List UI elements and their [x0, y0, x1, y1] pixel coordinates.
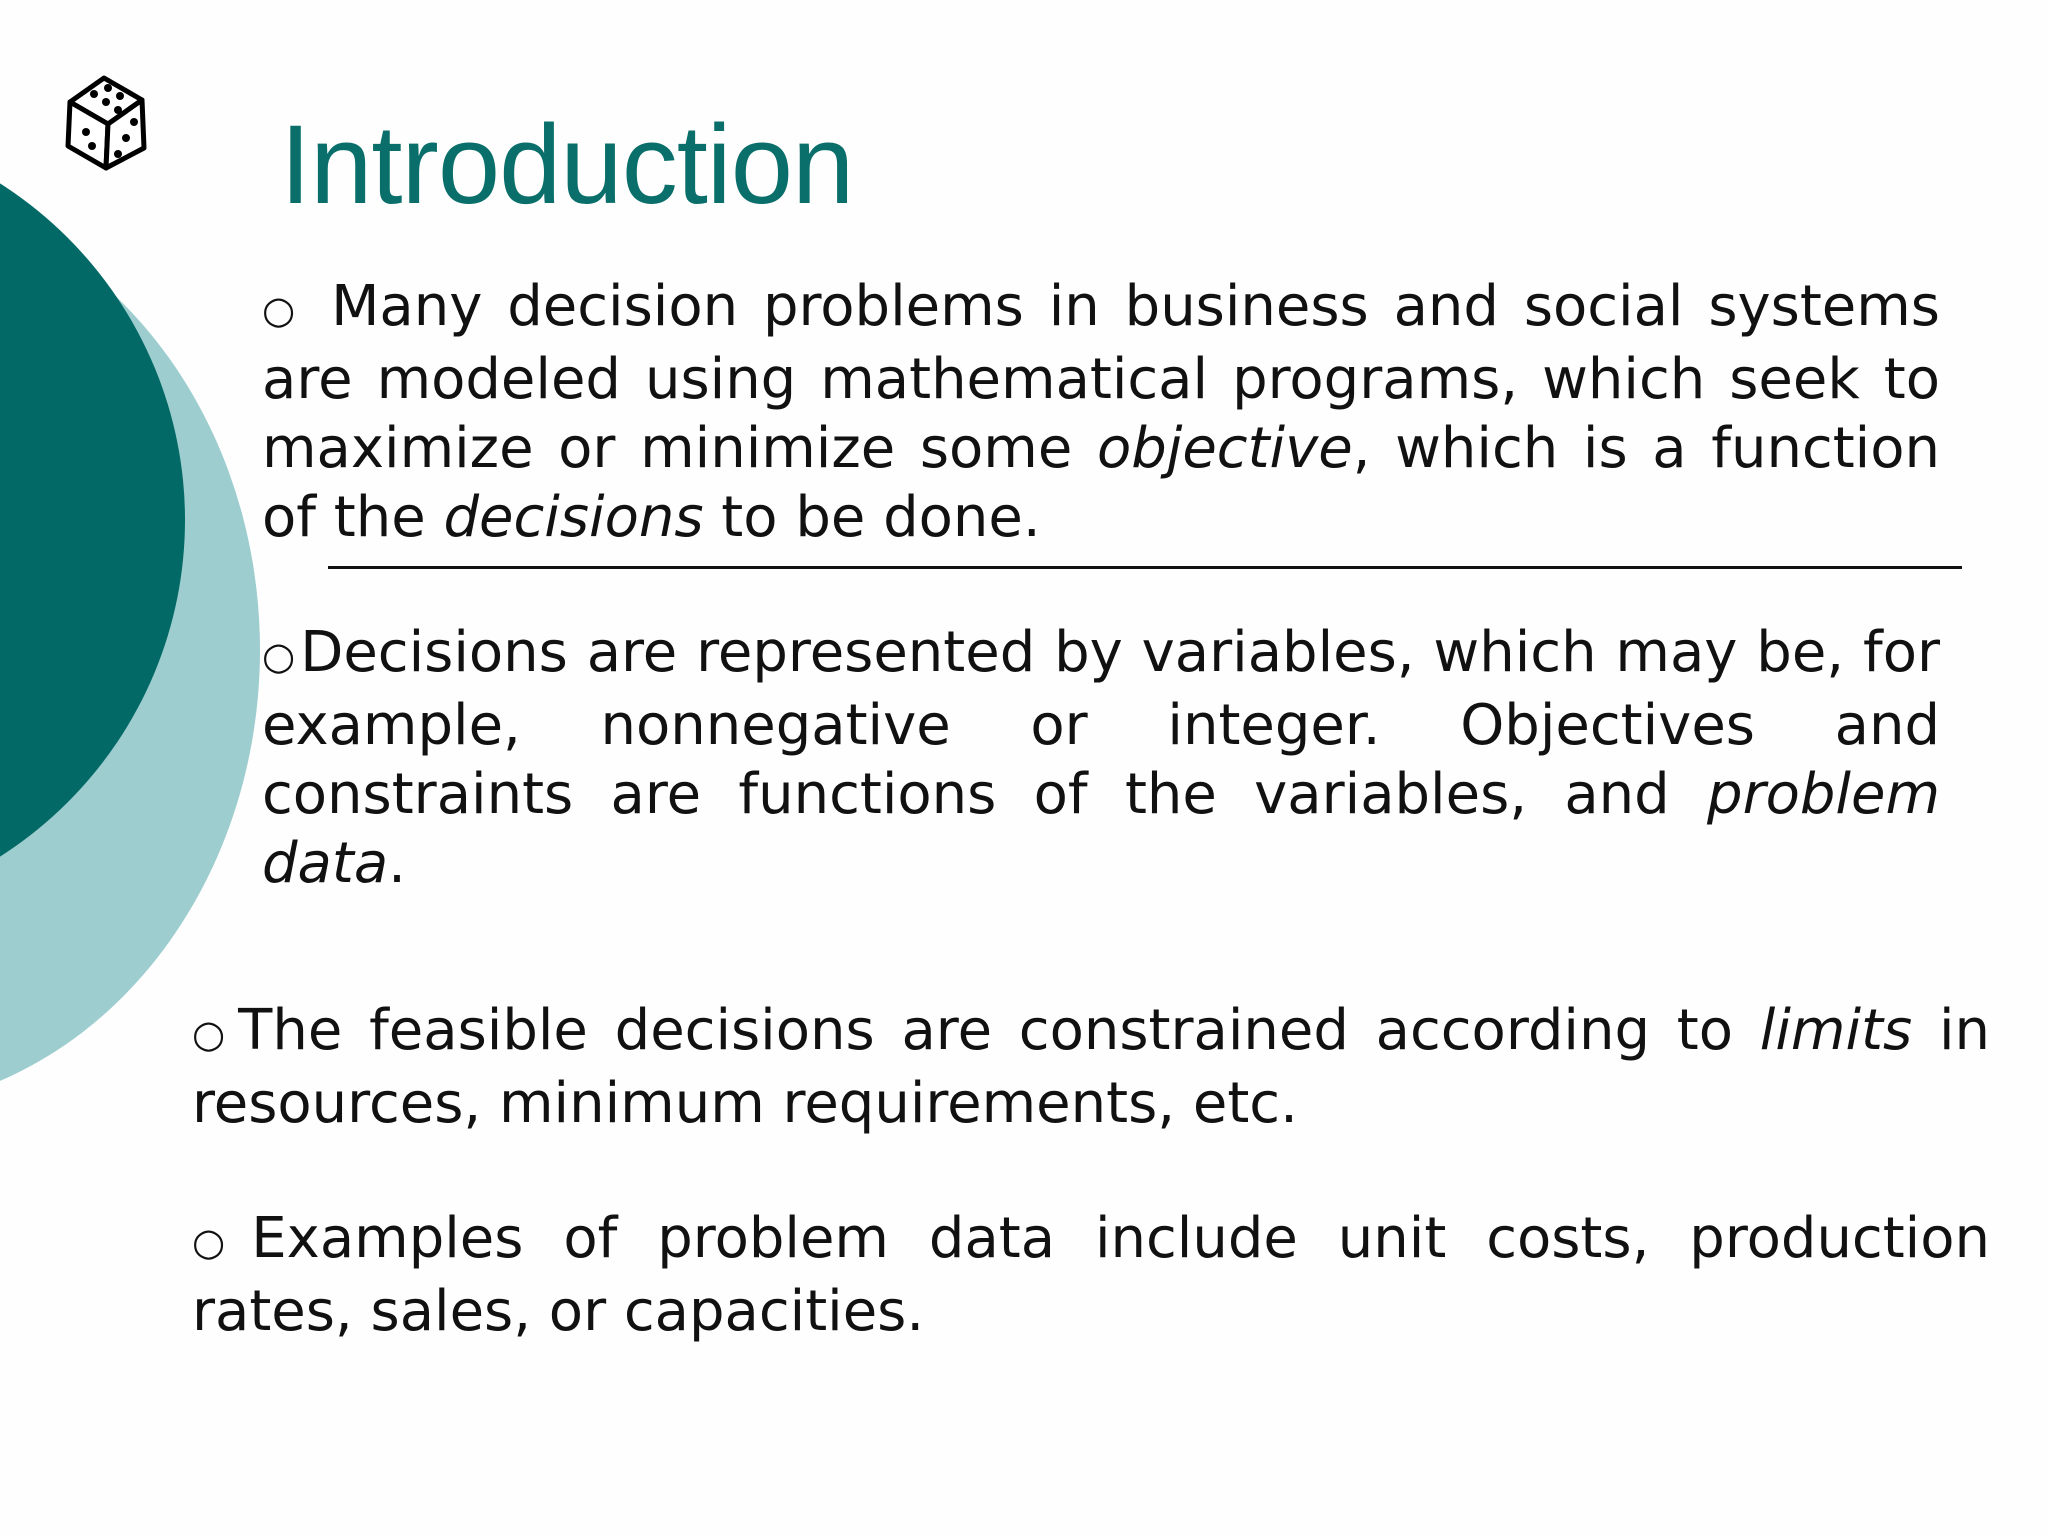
paragraph-1-emphasis-decisions: decisions	[443, 485, 704, 550]
paragraph-1-text-a: Many decision problems in business and social systems are modeled using mathematical programs, which seek to maximize or minimize some	[262, 274, 1940, 481]
dice-icon	[64, 66, 148, 178]
paragraph-1-text-c: , which is a function of the	[262, 416, 1940, 550]
paragraph-2-text-a: Decisions are represented by variables, which may be, for example, nonnegative or integer. Objectives and constraints are functions of the variables, and	[262, 620, 1940, 827]
bullet-icon: ○	[192, 1220, 248, 1264]
slide-title: Introduction	[280, 102, 854, 227]
bullet-icon: ○	[262, 288, 303, 332]
paragraph-4-text-a: Examples of problem data include unit costs, production rates, sales, or capacities.	[192, 1206, 1990, 1344]
paragraph-3-emphasis-limits: limits	[1759, 998, 1913, 1063]
paragraph-3-text-c: in resources, minimum requirements, etc.	[192, 998, 1990, 1136]
divider-line	[328, 566, 1962, 569]
paragraph-2-emphasis-problem-data: problem data	[262, 762, 1940, 896]
paragraph-1-text-e: to be done.	[703, 485, 1041, 550]
paragraph-3	[192, 996, 1990, 1138]
paragraph-4	[192, 1204, 1990, 1346]
paragraph-2	[262, 618, 1940, 898]
bullet-icon: ○	[262, 634, 297, 678]
paragraph-1	[262, 272, 1940, 552]
paragraph-2-text-c: .	[388, 831, 406, 896]
paragraph-1-emphasis-objective: objective	[1096, 416, 1353, 481]
paragraph-3-text-a: The feasible decisions are constrained according to	[238, 998, 1760, 1063]
bullet-icon: ○	[192, 1012, 235, 1056]
